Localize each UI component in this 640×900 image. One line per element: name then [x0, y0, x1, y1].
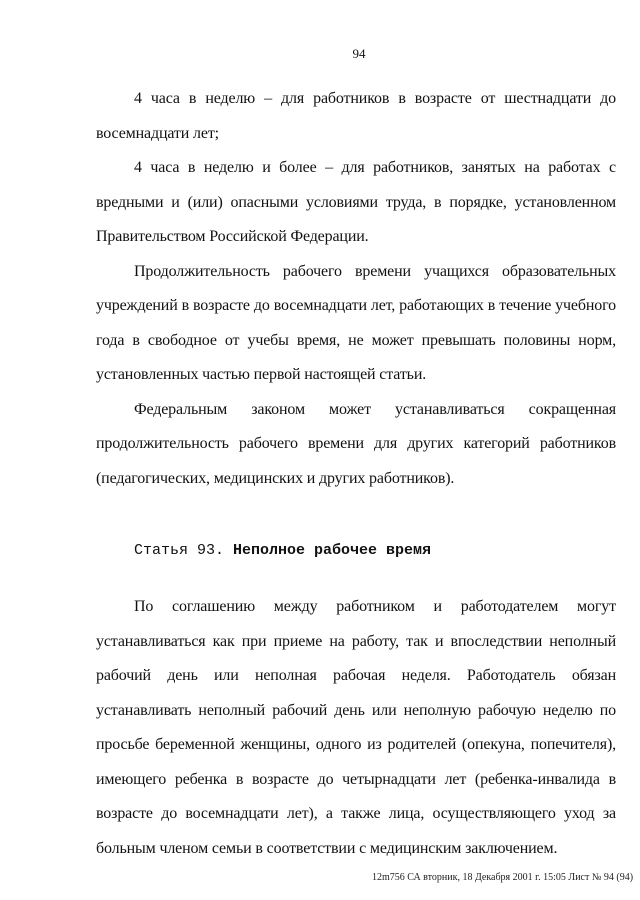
article-title: Неполное рабочее время — [233, 542, 432, 559]
paragraph: Продолжительность рабочего времени учащихся образовательных учреждений в возрасте до восемнадцати лет, работающих в течение учебного года в свободное от учебы время, не может превышать половины норм, установленных частью первой настоящей статьи. — [96, 262, 616, 383]
page-number: 94 — [352, 46, 366, 61]
paragraph: 4 часа в неделю – для работников в возрасте от шестнадцати до восемнадцати лет; — [96, 90, 616, 142]
article-number: Статья 93. — [134, 542, 225, 559]
page-footer: 12m756 СА вторник, 18 Декабря 2001 г. 15:05 Лист № 94 (94) — [372, 872, 634, 883]
paragraph: Федеральным законом может устанавливаться сокращенная продолжительность рабочего времени для других категорий работников (педагогических, медицинских и других работников). — [96, 400, 616, 487]
text-block-lower — [96, 590, 616, 866]
paragraph: 4 часа в неделю и более – для работников, занятых на работах с вредными и (или) опасными условиями труда, в порядке, установленном Правительством Российской Федерации. — [96, 159, 616, 245]
text-block-upper — [96, 82, 616, 496]
paragraph: По соглашению между работником и работодателем могут устанавливаться как при приеме на работу, так и впоследствии неполный рабочий день или неполная рабочая неделя. Работодатель обязан устанавливать неполный рабочий день или неполную рабочую неделю по просьбе беременной женщины, одного из родителей (опекуна, попечителя), имеющего ребенка в возрасте до четырнадцати лет (ребенка-инвалида в возрасте до восемнадцати лет), а также лица, осуществляющего уход за больным членом семьи в соответствии с медицинским заключением. — [96, 598, 616, 857]
article-heading — [134, 541, 431, 561]
